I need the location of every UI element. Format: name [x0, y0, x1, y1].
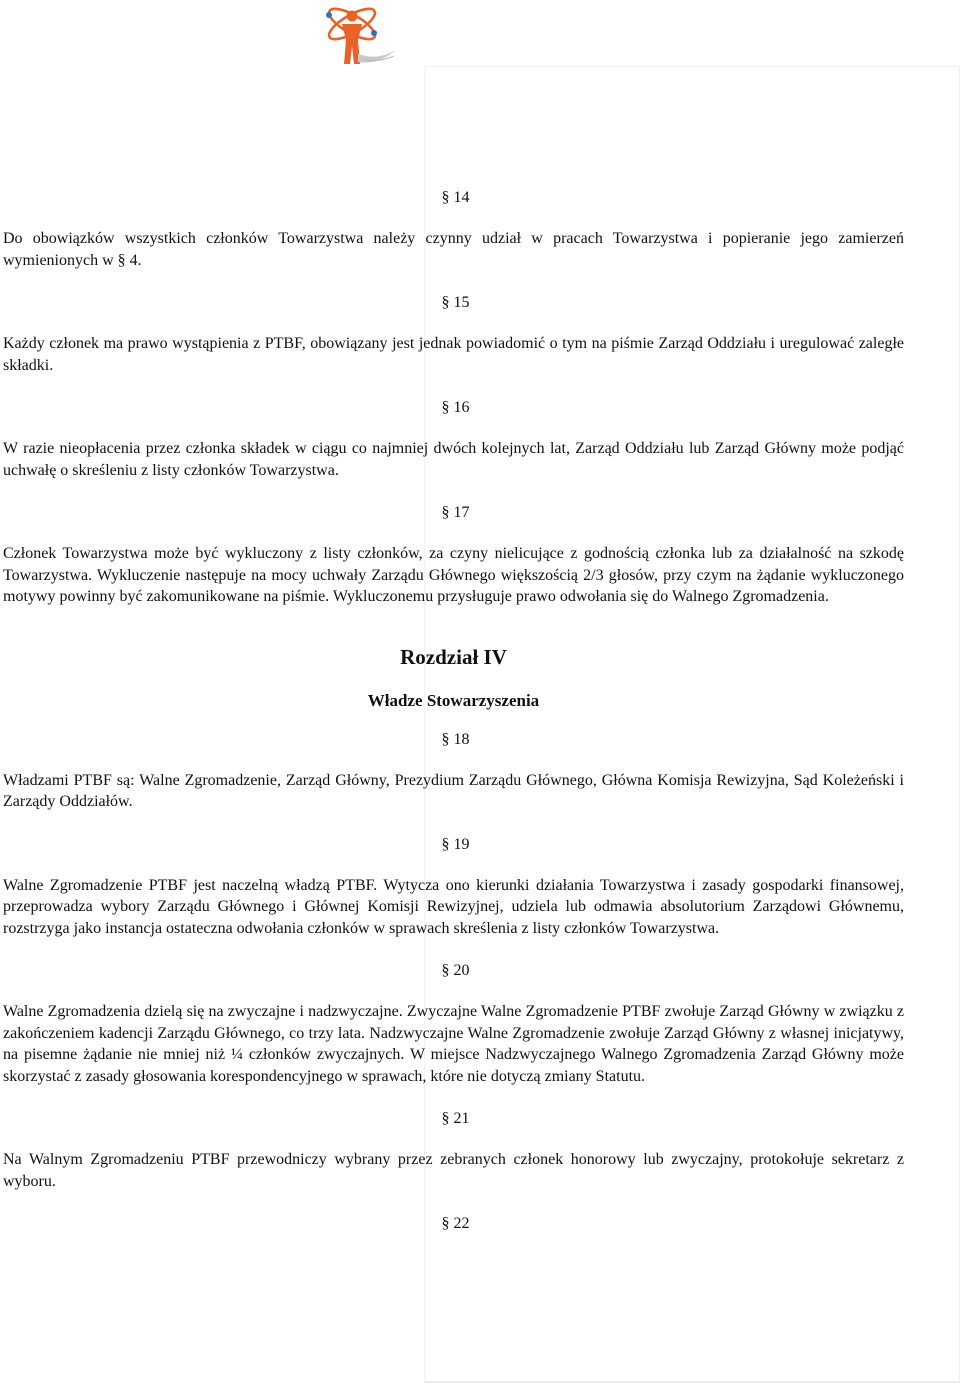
section-mark-14: § 14 — [441, 189, 470, 206]
section-14-text: Do obowiązków wszystkich członków Towarzystwa należy czynny udział w pracach Towarzystwa i popieranie jego zamierzeń wymienionych w § 4. — [3, 230, 904, 269]
section-mark-19: § 19 — [441, 835, 470, 853]
chapter-subtitle: Władze Stowarzyszenia — [367, 690, 540, 710]
section-mark-21: § 21 — [441, 1110, 470, 1127]
section-mark-17: § 17 — [441, 504, 470, 521]
section-mark-15: § 15 — [441, 294, 470, 311]
section-16-text: W razie nieopłacenia przez członka składek w ciągu co najmniej dwóch kolejnych lat, Zarząd Oddziału lub Zarząd Główny może podjąć uchwałę o skreśleniu z listy członków Towarzystwa. — [3, 440, 904, 479]
section-mark-22: § 22 — [441, 1215, 470, 1232]
document-body — [3, 166, 904, 1236]
section-17-text: Członek Towarzystwa może być wykluczony z listy członków, za czyny nielicujące z godnością członka lub za działalność na szkodę Towarzystwa. Wykluczenie następuje na mocy uchwały Zarządu Głównego większością 2/3 głosów, przy czym na żądanie wykluczonego motywy powinny być zakomunikowane na piśmie. Wykluczonemu przysługuje prawo odwołania się do Walnego Zgromadzenia. — [3, 545, 904, 605]
section-mark-20: § 20 — [441, 962, 470, 979]
ptbf-logo-icon — [308, 2, 400, 72]
section-15-text: Każdy członek ma prawo wystąpienia z PTBF, obowiązany jest jednak powiadomić o tym na piśmie Zarząd Oddziału i uregulować zaległe składki. — [3, 335, 904, 374]
chapter-title: Rozdział IV — [400, 644, 507, 669]
section-20-text: Walne Zgromadzenia dzielą się na zwyczajne i nadzwyczajne. Zwyczajne Walne Zgromadzenie PTBF zwołuje Zarząd Główny w związku z zakończeniem kadencji Zarządu Głównego, co trzy lata. Nadzwyczajne Walne Zgromadzenie zwołuje Zarząd Główny z własnej inicjatywy, na pisemne żądanie nie mniej niż ¼ członków zwyczajnych. W miejsce Nadzwyczajnego Walnego Zgromadzenia Zarząd Główny może skorzystać z zasady głosowania korespondencyjnego w sprawach, które nie dotyczą zmiany Statutu. — [3, 1003, 904, 1085]
section-mark-16: § 16 — [441, 399, 470, 416]
section-mark-18: § 18 — [441, 730, 470, 748]
section-18-text: Władzami PTBF są: Walne Zgromadzenie, Zarząd Główny, Prezydium Zarządu Głównego, Główna Komisja Rewizyjna, Sąd Koleżeński i Zarządy Oddziałów. — [3, 771, 904, 810]
section-19-text: Walne Zgromadzenie PTBF jest naczelną władzą PTBF. Wytycza ono kierunki działania Towarzystwa i zasady gospodarki finansowej, przeprowadza wybory Zarządu Głównego i Głównej Komisji Rewizyjnej, udziela lub odmawia absolutorium Zarządowi Głównemu, rozstrzyga jako instancja ostateczna odwołania członków w sprawach skreślenia z listy członków Towarzystwa. — [3, 876, 904, 937]
section-21-text: Na Walnym Zgromadzeniu PTBF przewodniczy wybrany przez zebranych członek honorowy lub zwyczajny, protokołuje sekretarz z wyboru. — [3, 1151, 904, 1190]
